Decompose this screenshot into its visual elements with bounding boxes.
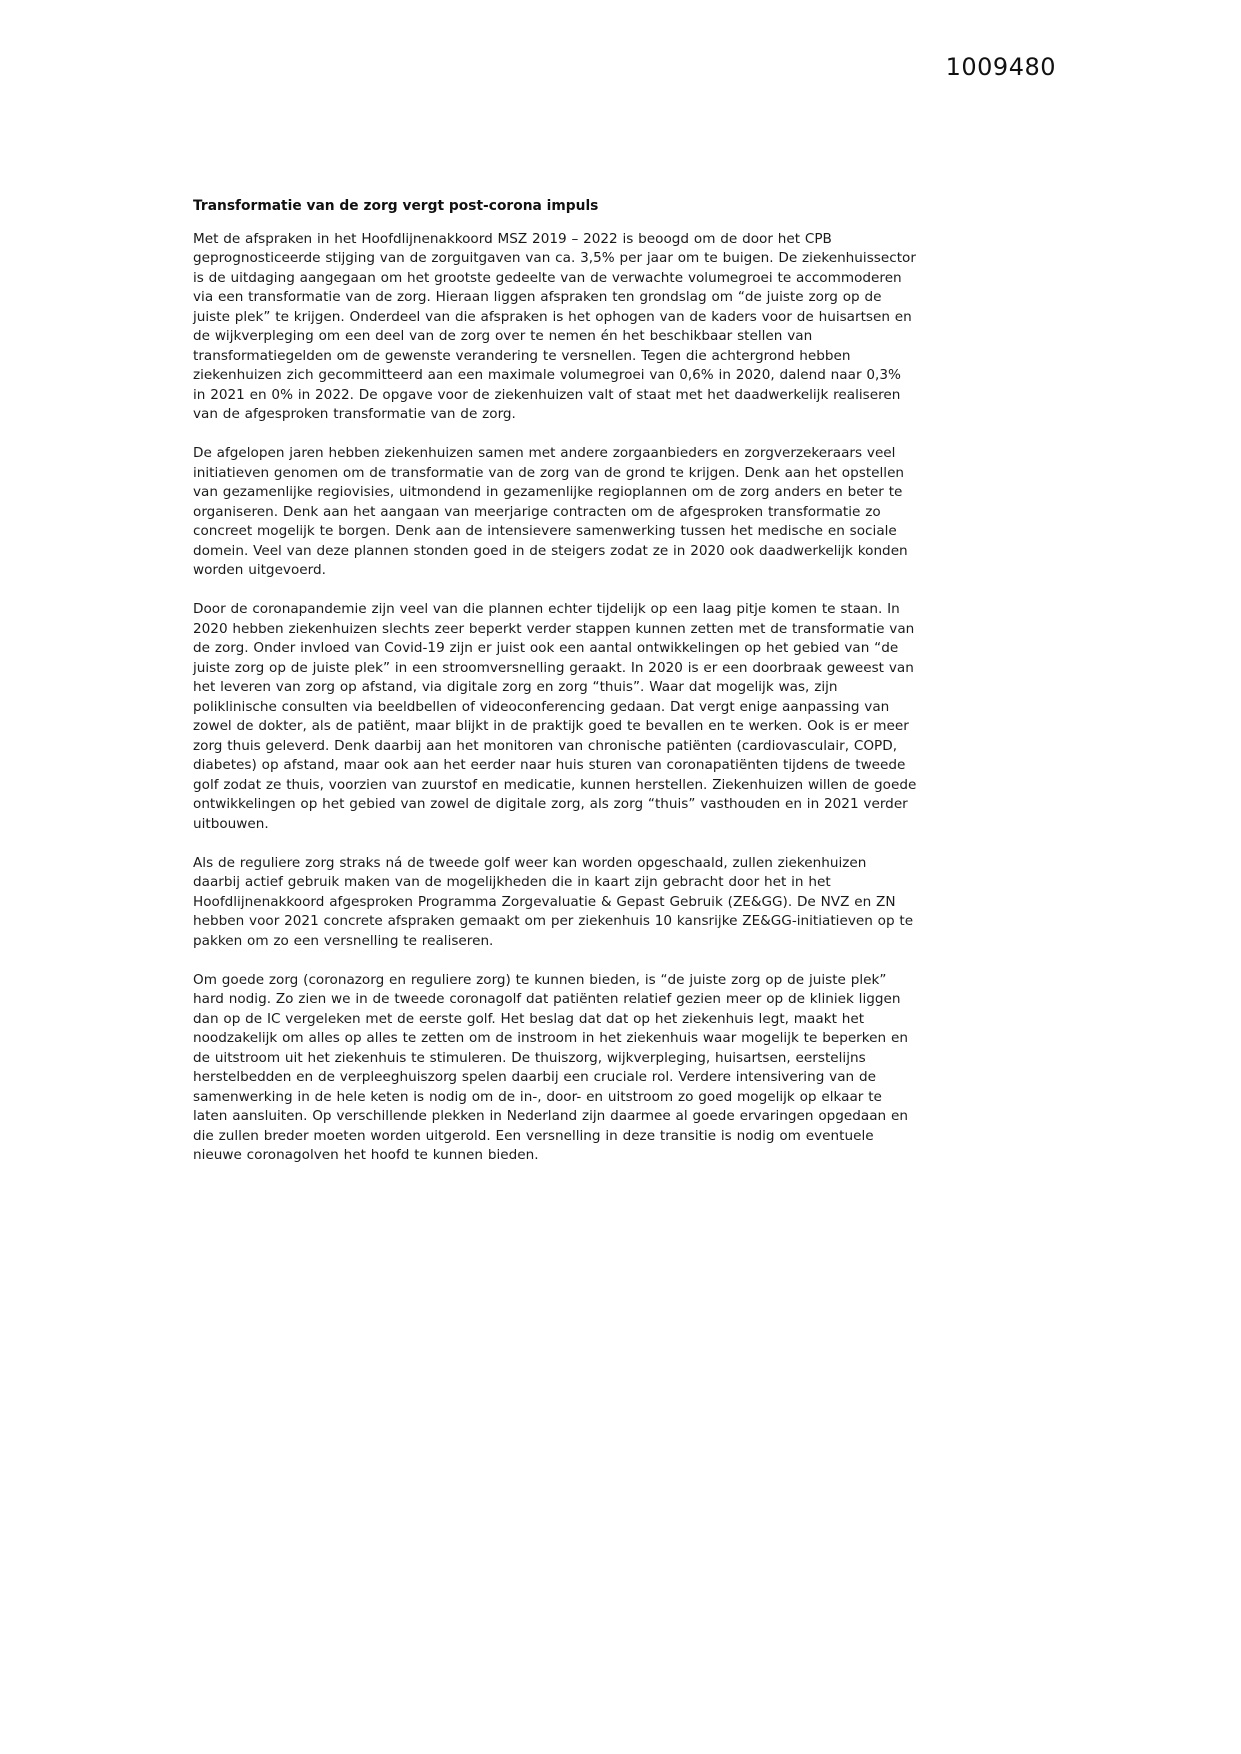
document-body <box>193 197 917 1185</box>
paragraph: Om goede zorg (coronazorg en reguliere zorg) te kunnen bieden, is “de juiste zorg op de juiste plek” hard nodig. Zo zien we in de tweede coronagolf dat patiënten relatief gezien meer op de kliniek liggen dan op de IC vergeleken met de eerste golf. Het beslag dat dat op het ziekenhuis legt, maakt het noodzakelijk om alles op alles te zetten om de instroom in het ziekenhuis waar mogelijk te beperken en de uitstroom uit het ziekenhuis te stimuleren. De thuiszorg, wijkverpleging, huisartsen, eerstelijns herstelbedden en de verpleeghuiszorg spelen daarbij een cruciale rol. Verdere intensivering van de samenwerking in de hele keten is nodig om de in-, door- en uitstroom zo goed mogelijk op elkaar te laten aansluiten. Op verschillende plekken in Nederland zijn daarmee al goede ervaringen opgedaan en die zullen breder moeten worden uitgerold. Een versnelling in deze transitie is nodig om eventuele nieuwe coronagolven het hoofd te kunnen bieden. <box>193 971 908 1163</box>
document-number: 1009480 <box>945 53 1056 81</box>
document-heading: Transformatie van de zorg vergt post-corona impuls <box>193 198 599 214</box>
paragraph: Als de reguliere zorg straks ná de tweede golf weer kan worden opgeschaald, zullen ziekenhuizen daarbij actief gebruik maken van de mogelijkheden die in kaart zijn gebracht door het in het Hoofdlijnenakkoord afgesproken Programma Zorgevaluatie & Gepast Gebruik (ZE&GG). De NVZ en ZN hebben voor 2021 concrete afspraken gemaakt om per ziekenhuis 10 kansrijke ZE&GG-initiatieven op te pakken om zo een versnelling te realiseren. <box>193 854 914 949</box>
paragraph: Door de coronapandemie zijn veel van die plannen echter tijdelijk op een laag pitje komen te staan. In 2020 hebben ziekenhuizen slechts zeer beperkt verder stappen kunnen zetten met de transformatie van de zorg. Onder invloed van Covid-19 zijn er juist ook een aantal ontwikkelingen op het gebied van “de juiste zorg op de juiste plek” in een stroomversnelling geraakt. In 2020 is er een doorbraak geweest van het leveren van zorg op afstand, via digitale zorg en zorg “thuis”. Waar dat mogelijk was, zijn poliklinische consulten via beeldbellen of videoconferencing gedaan. Dat vergt enige aanpassing van zowel de dokter, als de patiënt, maar blijkt in de praktijk goed te bevallen en te werken. Ook is er meer zorg thuis geleverd. Denk daarbij aan het monitoren van chronische patiënten (cardiovasculair, COPD, diabetes) op afstand, maar ook aan het eerder naar huis sturen van coronapatiënten tijdens de tweede golf zodat ze thuis, voorzien van zuurstof en medicatie, kunnen herstellen. Ziekenhuizen willen de goede ontwikkelingen op het gebied van zowel de digitale zorg, als zorg “thuis” vasthouden en in 2021 verder uitbouwen. <box>193 601 917 832</box>
paragraph: De afgelopen jaren hebben ziekenhuizen samen met andere zorgaanbieders en zorgverzekeraars veel initiatieven genomen om de transformatie van de zorg van de grond te krijgen. Denk aan het opstellen van gezamenlijke regiovisies, uitmondend in gezamenlijke regioplannen om de zorg anders en beter te organiseren. Denk aan het aangaan van meerjarige contracten om de afgesproken transformatie zo concreet mogelijk te borgen. Denk aan de intensievere samenwerking tussen het medische en sociale domein. Veel van deze plannen stonden goed in de steigers zodat ze in 2020 ook daadwerkelijk konden worden uitgevoerd. <box>193 445 908 578</box>
paragraph: Met de afspraken in het Hoofdlijnenakkoord MSZ 2019 – 2022 is beoogd om de door het CPB geprognosticeerde stijging van de zorguitgaven van ca. 3,5% per jaar om te buigen. De ziekenhuissector is de uitdaging aangegaan om het grootste gedeelte van de verwachte volumegroei te accommoderen via een transformatie van de zorg. Hieraan liggen afspraken ten grondslag om “de juiste zorg op de juiste plek” te krijgen. Onderdeel van die afspraken is het ophogen van de kaders voor de huisartsen en de wijkverpleging om een deel van de zorg over te nemen én het beschikbaar stellen van transformatiegelden om de gewenste verandering te versnellen. Tegen die achtergrond hebben ziekenhuizen zich gecommitteerd aan een maximale volumegroei van 0,6% in 2020, dalend naar 0,3% in 2021 en 0% in 2022. De opgave voor de ziekenhuizen valt of staat met het daadwerkelijk realiseren van de afgesproken transformatie van de zorg. <box>193 230 916 422</box>
